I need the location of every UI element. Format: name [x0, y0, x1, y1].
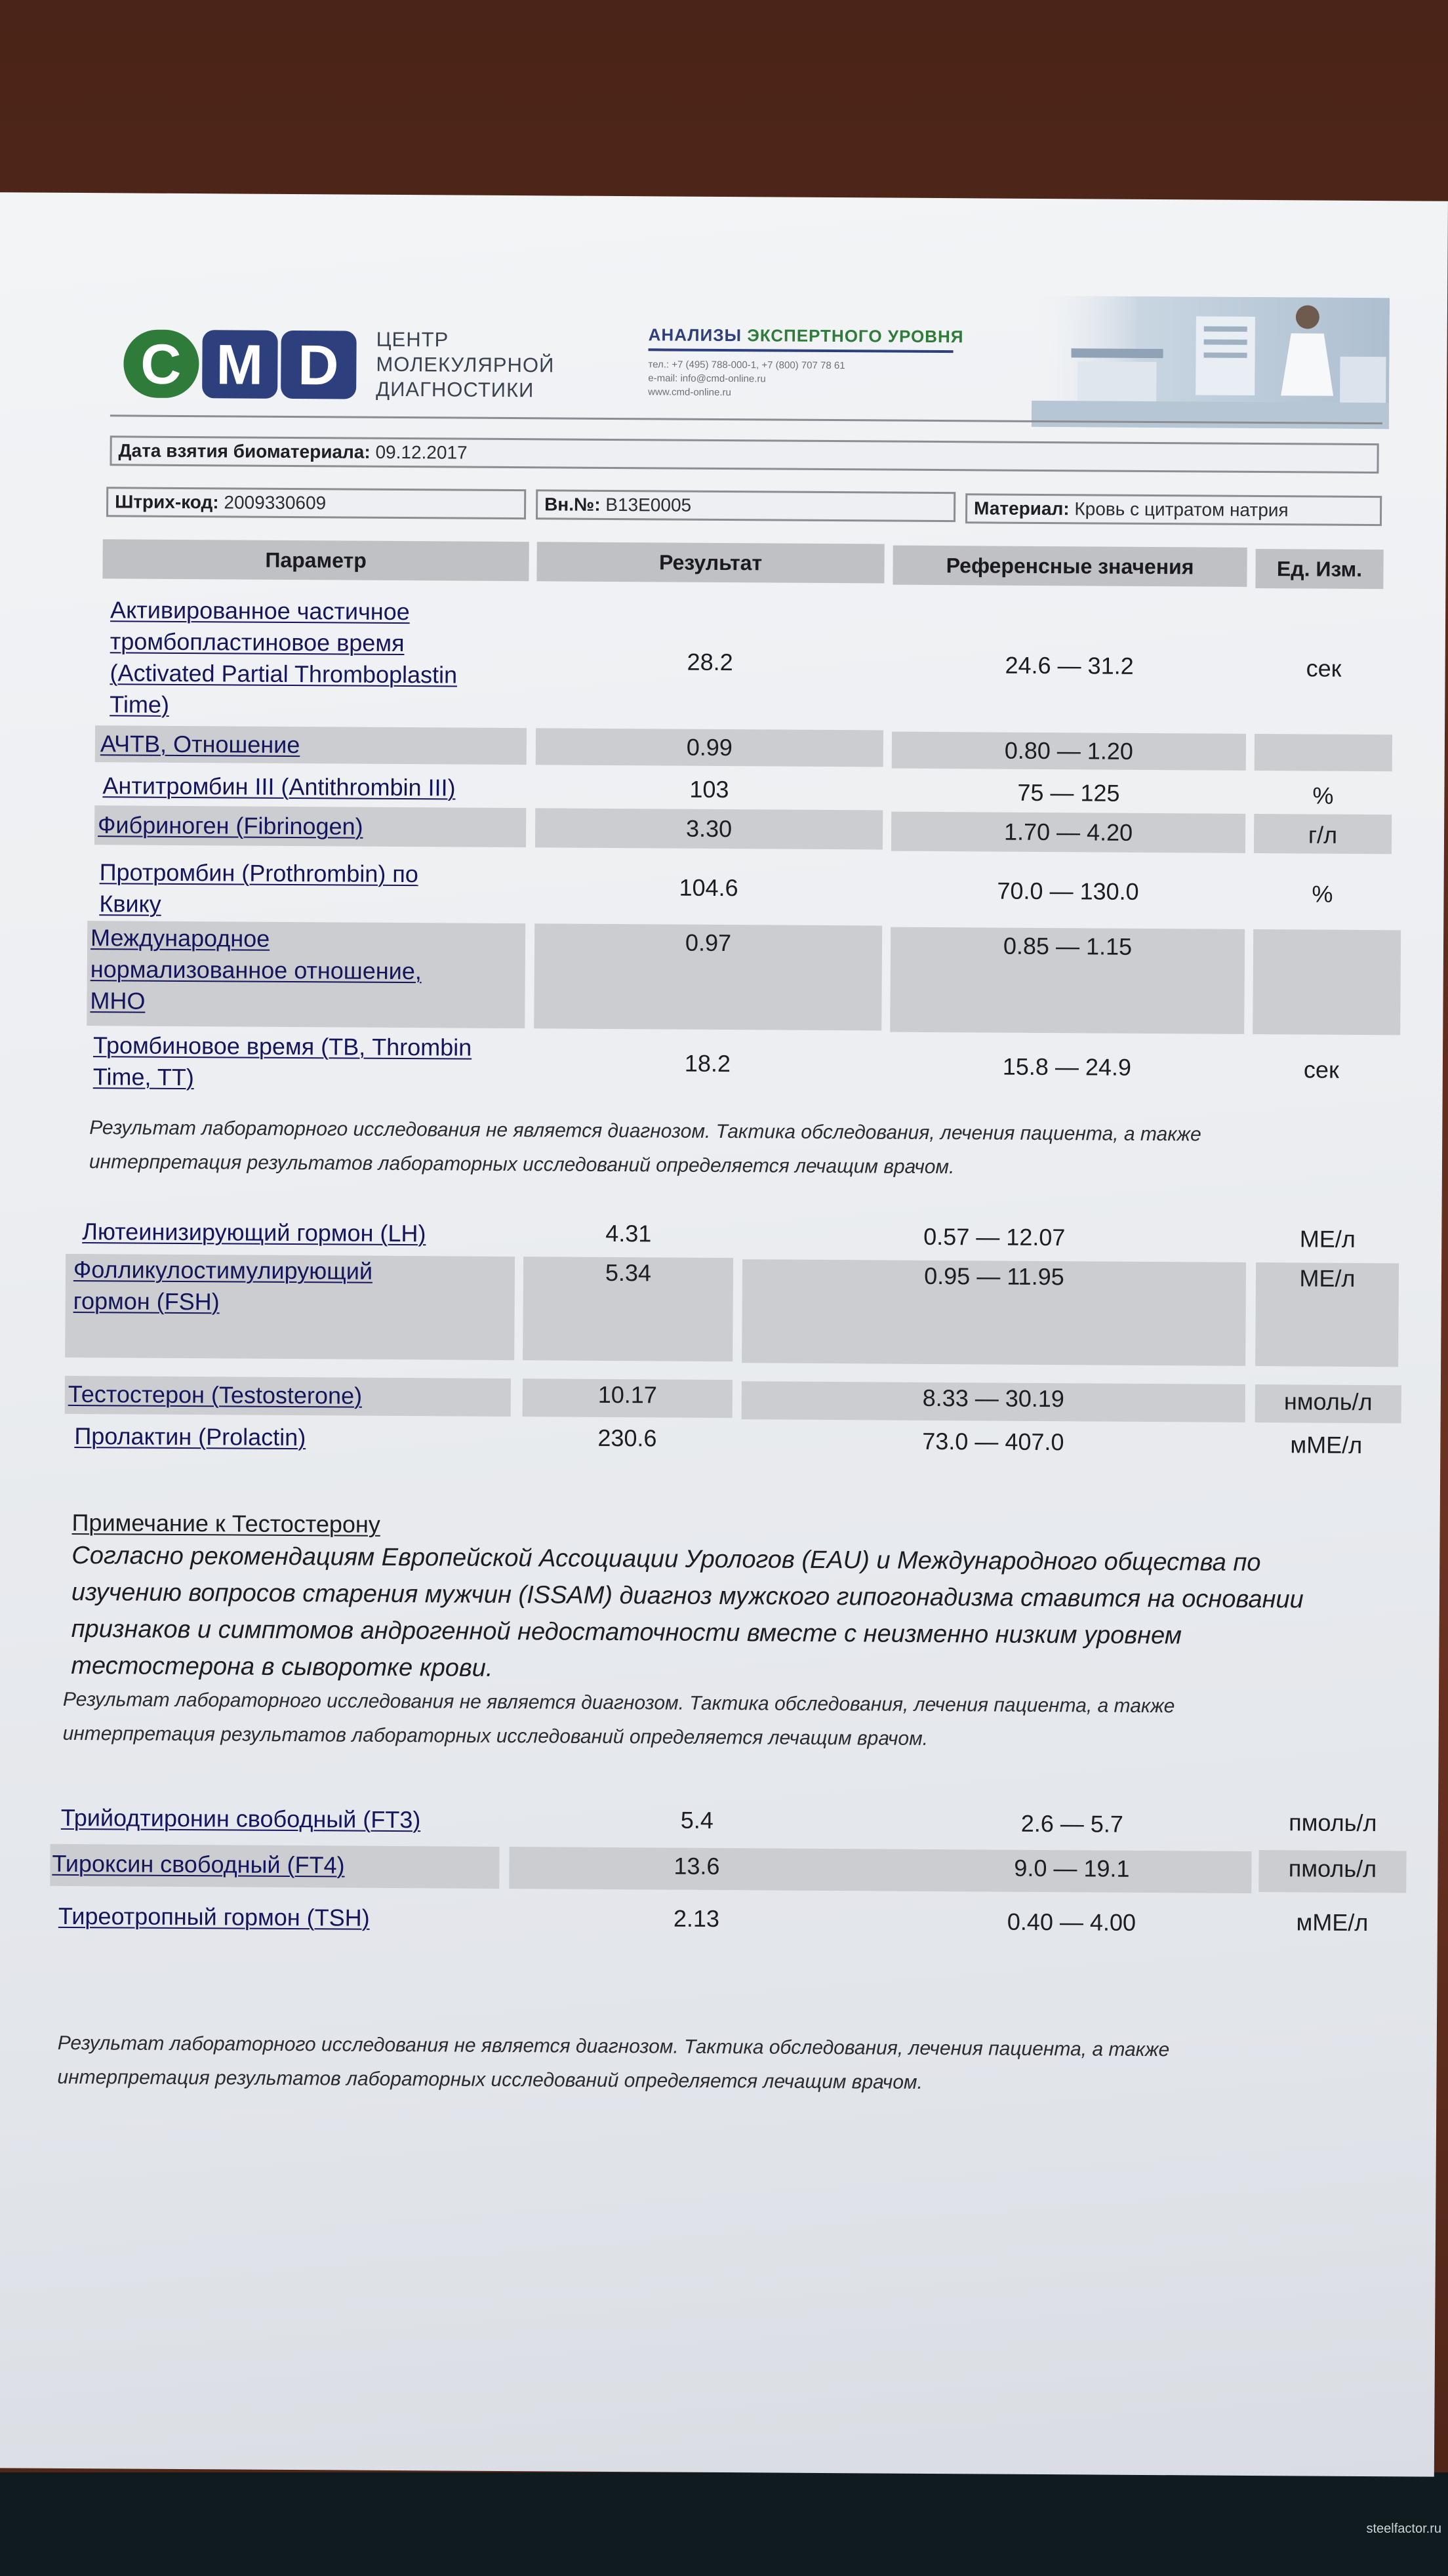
disclaimer-line: Результат лабораторного исследования не является диагнозом. Тактика обследования, лечения пациента, а также: [89, 1117, 1201, 1146]
logo-letter-c: C: [140, 332, 182, 396]
unit-antithrombin: %: [1312, 782, 1334, 809]
result-lh: 4.31: [605, 1219, 652, 1247]
material-value: Кровь с цитратом натрия: [1074, 498, 1289, 521]
lab-photo-banner: [1032, 296, 1390, 429]
unit-prolactin: мМЕ/л: [1290, 1431, 1363, 1459]
param-line: Антитромбин III (Antithrombin III): [102, 772, 456, 801]
row-shade: [1253, 929, 1401, 1035]
param-prolactin: [74, 1420, 520, 1455]
result-fsh: 5.34: [605, 1258, 652, 1287]
param-line: тромбопластиновое время: [110, 628, 405, 657]
result-tsh: 2.13: [673, 1904, 720, 1933]
unit-prothrombin: %: [1312, 880, 1333, 908]
param-aptt: [110, 594, 530, 723]
ref-prolactin: 73.0 — 407.0: [922, 1427, 1064, 1456]
ref-ft3: 2.6 — 5.7: [1020, 1809, 1124, 1838]
unit-fibrinogen: г/л: [1308, 821, 1338, 849]
biomaterial-date-value: 09.12.2017: [375, 441, 468, 463]
ref-antithrombin: 75 — 125: [1017, 778, 1120, 807]
unit-lh: МЕ/л: [1299, 1225, 1356, 1253]
param-tsh: [58, 1901, 517, 1935]
param-prothrombin: [99, 856, 533, 922]
param-line: нормализованное отношение,: [90, 956, 422, 985]
header-unit: Ед. Изм.: [1255, 549, 1383, 589]
ref-aptt-ratio: 0.80 — 1.20: [1004, 736, 1134, 765]
barcode-label: Штрих-код:: [115, 491, 219, 513]
note-line: Согласно рекомендациям Европейской Ассоциации Урологов (EAU) и Международного общества по: [71, 1541, 1261, 1577]
ref-inr: 0.85 — 1.15: [1003, 932, 1133, 960]
note-line: изучению вопросов старения мужчин (ISSAM) диагноз мужского гипогонадизма ставится на основании: [71, 1578, 1304, 1614]
param-line: Тиреотропный гормон (TSH): [58, 1902, 370, 1931]
unit-ft4: пмоль/л: [1288, 1855, 1377, 1883]
param-testosterone: [68, 1379, 514, 1413]
ref-testosterone: 8.33 — 30.19: [922, 1384, 1065, 1413]
param-lh: [82, 1216, 528, 1250]
param-line: Пролактин (Prolactin): [74, 1422, 306, 1451]
header-slogan-b: ЭКСПЕРТНОГО УРОВНЯ: [747, 325, 964, 347]
param-line: Трийодтиронин свободный (FT3): [60, 1803, 421, 1834]
header-phones: тел.: +7 (495) 788-000-1, +7 (800) 707 78 61: [648, 359, 845, 372]
internal-number-box: [536, 489, 955, 522]
result-aptt: 28.2: [687, 648, 733, 676]
param-line: Тромбиновое время (ТВ, Thrombin: [92, 1032, 472, 1061]
param-line: Международное: [90, 924, 270, 952]
param-ft4: [52, 1848, 511, 1882]
logo-line-3: ДИАГНОСТИКИ: [376, 377, 534, 402]
unit-thrombin-time: сек: [1303, 1056, 1339, 1083]
param-line: Активированное частичное: [110, 596, 410, 626]
param-line: Фибриноген (Fibrinogen): [98, 811, 363, 840]
result-testosterone: 10.17: [597, 1380, 658, 1409]
material-box: [965, 493, 1382, 526]
param-line: Протромбин (Prothrombin) по: [99, 858, 419, 888]
unit-aptt: сек: [1306, 654, 1342, 682]
logo-letter-d: D: [298, 334, 339, 397]
barcode-value: 2009330609: [224, 492, 327, 513]
result-aptt-ratio: 0.99: [686, 733, 733, 761]
param-line: Time): [110, 691, 170, 718]
internal-number-value: B13E0005: [605, 494, 692, 515]
header-contacts: [648, 357, 845, 400]
row-shade: [1255, 734, 1392, 771]
disclaimer-line: Результат лабораторного исследования не является диагнозом. Тактика обследования, лечения пациента, а также: [57, 2032, 1170, 2061]
testosterone-note-body: [71, 1537, 1383, 1692]
ref-ft4: 9.0 — 19.1: [1014, 1854, 1130, 1882]
header-email: e-mail: info@cmd-online.ru: [648, 372, 766, 385]
disclaimer-line: Результат лабораторного исследования не является диагнозом. Тактика обследования, лечения пациента, а также: [62, 1688, 1175, 1718]
cmd-logo: [123, 324, 360, 404]
ref-thrombin-time: 15.8 — 24.9: [1002, 1053, 1132, 1081]
param-line: Лютеинизирующий гормон (LH): [82, 1218, 426, 1247]
disclaimer-line: интерпретация результатов лабораторных исследований определяется лечащим врачом.: [57, 2066, 923, 2093]
result-fibrinogen: 3.30: [685, 815, 733, 843]
param-aptt-ratio: [100, 728, 520, 762]
note-line: признаков и симптомов андрогенной недостаточности вместе с неизменно низким уровнем: [71, 1615, 1182, 1650]
param-inr: [90, 922, 523, 1019]
disclaimer-line: интерпретация результатов лабораторных исследований определяется лечащим врачом.: [62, 1722, 929, 1750]
unit-testosterone: нмоль/л: [1283, 1388, 1373, 1416]
param-line: МНО: [90, 987, 146, 1015]
barcode-box: [106, 487, 526, 519]
logo-letter-m: M: [216, 333, 264, 397]
header-underline: [649, 348, 954, 353]
header-param: Параметр: [102, 539, 529, 581]
param-line: Time, TT): [92, 1063, 194, 1091]
header-site: www.cmd-online.ru: [648, 386, 731, 399]
logo-caption: [376, 327, 555, 403]
param-antithrombin: [102, 770, 535, 804]
ref-fsh: 0.95 — 11.95: [924, 1262, 1064, 1291]
biomaterial-date-label: Дата взятия биоматериала:: [118, 440, 371, 462]
testosterone-note-title: Примечание к Тестостерону: [71, 1508, 380, 1538]
logo-line-1: ЦЕНТР: [376, 327, 449, 352]
param-line: АЧТВ, Отношение: [100, 730, 300, 759]
param-ft3: [61, 1802, 520, 1836]
param-line: (Activated Partial Thromboplastin: [110, 659, 458, 689]
unit-fsh: МЕ/л: [1299, 1264, 1356, 1292]
result-inr: 0.97: [685, 929, 732, 957]
disclaimer-2: [63, 1683, 1375, 1759]
watermark: steelfactor.ru: [1366, 2522, 1441, 2536]
param-line: Фолликулостимулирующий: [73, 1255, 373, 1285]
param-fibrinogen: [98, 809, 517, 843]
disclaimer-1: [89, 1111, 1375, 1187]
result-prolactin: 230.6: [597, 1424, 657, 1452]
header-slogan: [649, 325, 964, 347]
header-slogan-a: АНАЛИЗЫ: [648, 325, 742, 346]
param-fsh: [73, 1254, 520, 1319]
result-ft4: 13.6: [674, 1852, 720, 1880]
ref-fibrinogen: 1.70 — 4.20: [1003, 818, 1133, 846]
internal-number-label: Вн.№:: [544, 494, 601, 515]
logo-line-2: МОЛЕКУЛЯРНОЙ: [376, 352, 555, 377]
param-line: Квику: [99, 890, 161, 917]
header-result: Результат: [536, 542, 884, 583]
ref-prothrombin: 70.0 — 130.0: [997, 877, 1139, 905]
unit-tsh: мМЕ/л: [1296, 1908, 1369, 1937]
biomaterial-date-box: [110, 435, 1378, 473]
param-thrombin-time: [93, 1030, 540, 1095]
param-line: гормон (FSH): [73, 1287, 220, 1316]
floor-background: [0, 2472, 1448, 2576]
result-ft3: 5.4: [680, 1806, 714, 1834]
lab-report-page: [0, 192, 1448, 2476]
ref-lh: 0.57 — 12.07: [923, 1222, 1066, 1251]
unit-ft3: пмоль/л: [1289, 1809, 1377, 1837]
result-antithrombin: 103: [689, 775, 729, 803]
disclaimer-line: интерпретация результатов лабораторных исследований определяется лечащим врачом.: [89, 1151, 955, 1178]
param-line: Тестостерон (Testosterone): [68, 1380, 363, 1409]
note-line: тестостерона в сыворотке крови.: [71, 1651, 493, 1682]
disclaimer-3: [57, 2026, 1369, 2103]
param-line: Тироксин свободный (FT4): [52, 1849, 345, 1879]
material-label: Материал:: [974, 498, 1070, 519]
header-ref: Референсные значения: [893, 546, 1247, 587]
result-thrombin-time: 18.2: [684, 1049, 731, 1077]
result-prothrombin: 104.6: [679, 874, 738, 902]
ref-tsh: 0.40 — 4.00: [1007, 1908, 1136, 1936]
ref-aptt: 24.6 — 31.2: [1005, 651, 1134, 679]
